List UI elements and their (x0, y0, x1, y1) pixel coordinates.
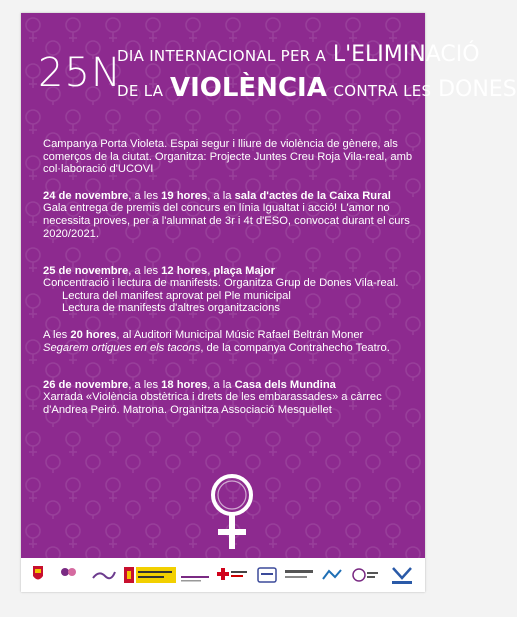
event2-date: 25 de novembre (43, 264, 129, 277)
event3-heading (43, 379, 415, 392)
event1-sep1: , a les (128, 189, 162, 202)
logo-association (91, 568, 117, 582)
event1-sep2: , a la (207, 189, 235, 202)
event2-heading (43, 265, 415, 278)
venus-symbol-icon (202, 471, 262, 551)
event2-item-1: Lectura del manifest aprovat pel Ple municipal (62, 289, 291, 302)
title-day-text: DIA INTERNACIONAL PER A (117, 47, 327, 65)
event3-sep2: , a la (207, 378, 235, 391)
logo-women-group (59, 566, 79, 582)
event2-description: Concentració i lectura de manifests. Organitza Grup de Dones Vila-real. (43, 277, 399, 290)
title-line-1 (117, 42, 480, 67)
event3-sep1: , a les (128, 378, 162, 391)
event2-evening-pre: A les (43, 329, 71, 342)
program-body (43, 138, 415, 417)
logo-ucovi (389, 564, 415, 586)
event2-evening-venue: , al Auditori Municipal Músic Rafael Beltrán Moner (116, 329, 364, 342)
event2-show-company: , de la companya Contrahecho Teatro. (200, 341, 390, 354)
event3-place: Casa dels Mundina (234, 378, 336, 391)
event1-date: 24 de novembre (43, 189, 129, 202)
event1-time: 19 hores (161, 189, 208, 202)
logo-government-spain (124, 567, 176, 583)
event2-time: 12 hores (161, 264, 208, 277)
event2-show-title: Segarem ortigues en els tacons (43, 341, 201, 354)
vila-real-crest-logo (31, 564, 45, 584)
logo-collective (285, 568, 313, 582)
tag-25n: 25N (38, 50, 122, 96)
title-violence-text: VIOLÈNCIA (169, 73, 327, 103)
event3-description: Xarrada «Violència obstètrica i drets de les embarassades» a càrrec d'Andrea Peiró. Matrona. Organitza Associació Mesquellet (43, 391, 382, 416)
sponsor-logos-footer (21, 558, 425, 592)
event1-place: sala d'actes de la Caixa Rural (234, 189, 391, 202)
event2-sep2: , (207, 264, 214, 277)
title-of-the-text: DE LA (117, 82, 164, 100)
event2-evening-time: 20 hores (70, 329, 117, 342)
event2-place: plaça Major (213, 264, 275, 277)
event2-sep1: , a les (128, 264, 162, 277)
title-women-text: DONES (438, 77, 517, 102)
poster-header (21, 13, 517, 123)
logo-ucovi-partner (351, 566, 379, 584)
event2-item-2: Lectura de manifests d'altres organitzacions (62, 302, 280, 315)
logo-ministry-equality (181, 570, 209, 580)
title-line-2 (117, 73, 517, 103)
poster (21, 13, 517, 592)
logo-sport (321, 567, 345, 583)
intro-paragraph: Campanya Porta Violeta. Espai segur i lliure de violència de gènere, als comerços de la ciutat. Organitza: Projecte Juntes Creu Roja Vila-real, amb col·laboració d'UCOVI (43, 138, 413, 176)
event1-description: Gala entrega de premis del concurs en línia Igualtat i acció! L'amor no necessita proves, per a l'alumnat de 3r i 4t d'ESO, convocat durant el curs 2020/2021. (43, 202, 410, 240)
event3-time: 18 hores (161, 378, 208, 391)
event3-date: 26 de novembre (43, 378, 129, 391)
logo-red-cross (218, 567, 248, 581)
event2-show-line (43, 342, 415, 355)
logo-ongs (256, 566, 278, 584)
title-against-text: CONTRA LES (333, 82, 432, 100)
title-elimination-text: L'ELIMINACIÓ (332, 42, 480, 67)
event1-heading (43, 190, 415, 203)
event2-evening (43, 329, 415, 342)
